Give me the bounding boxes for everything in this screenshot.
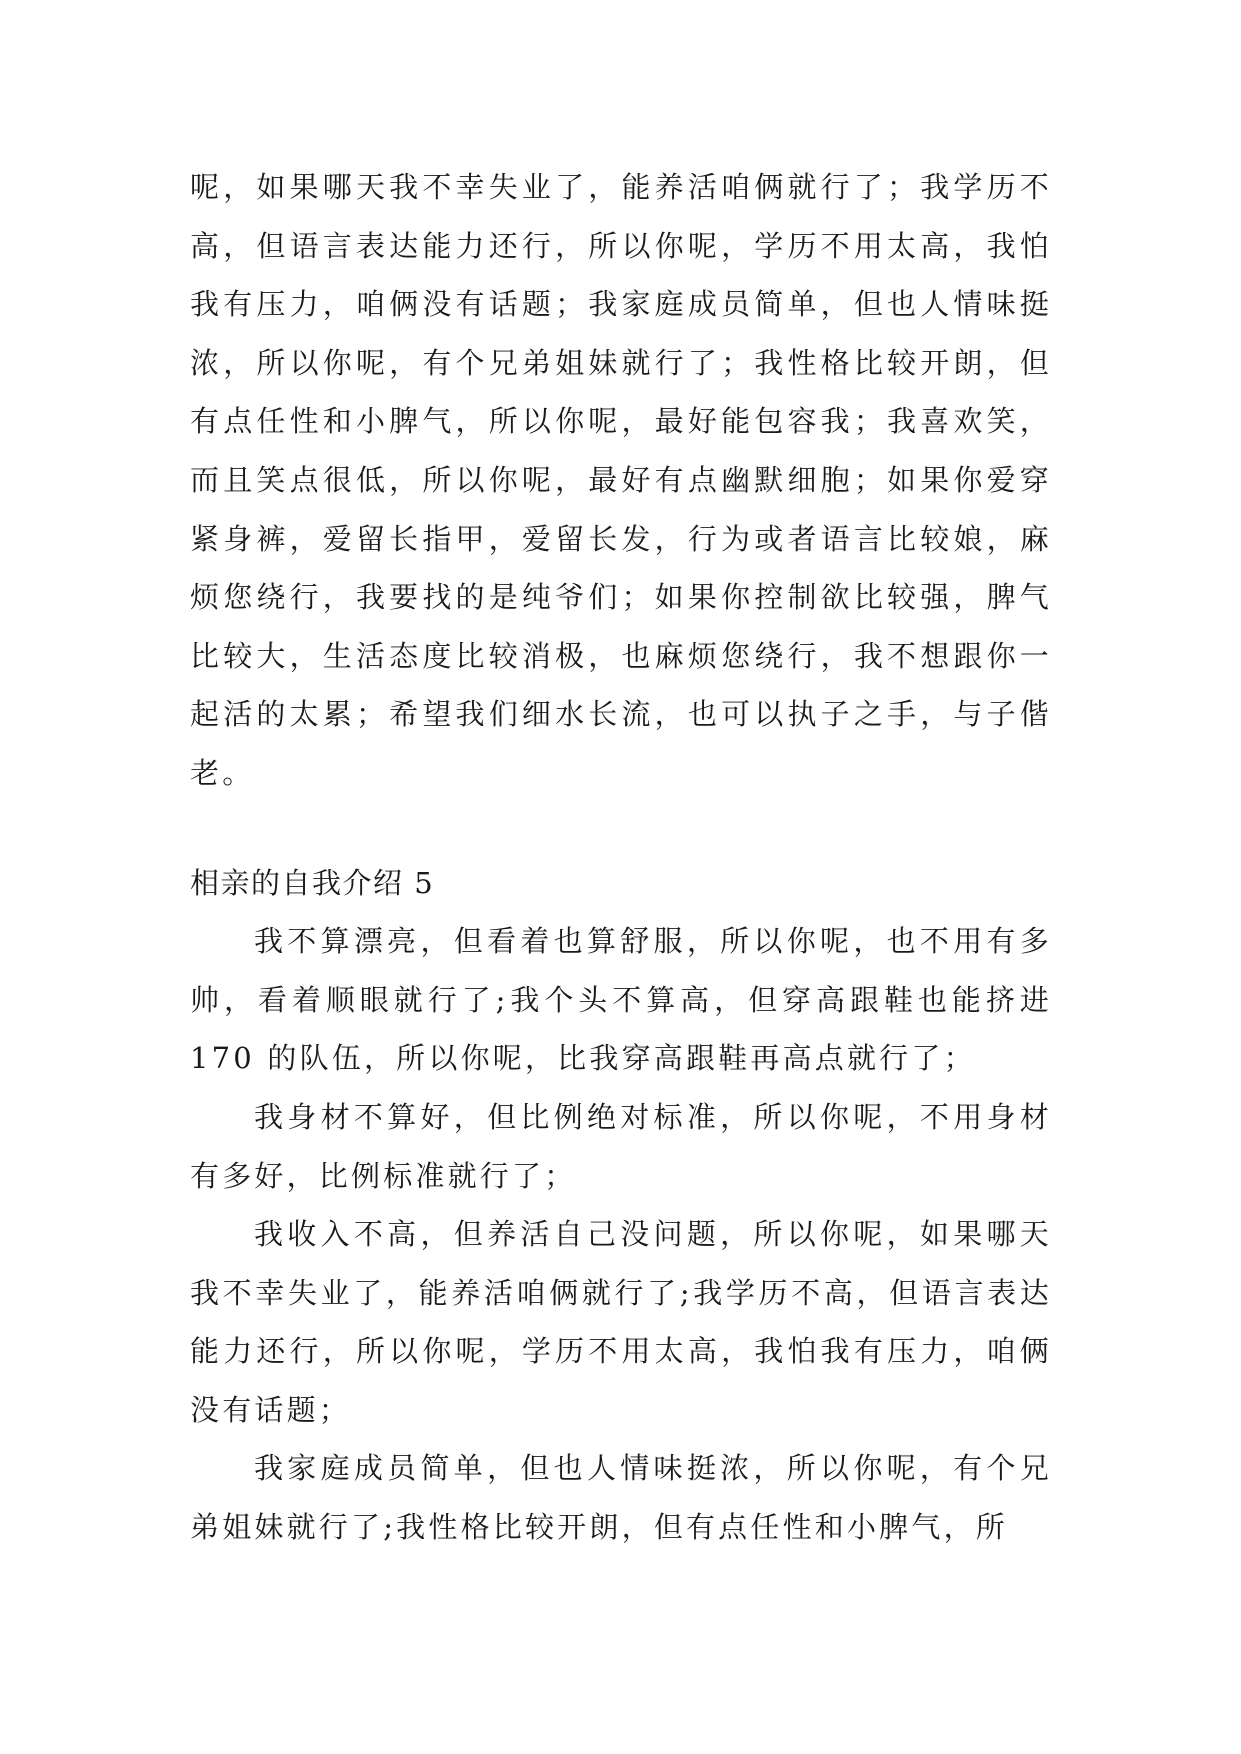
continued-paragraph: 呢，如果哪天我不幸失业了，能养活咱俩就行了；我学历不高，但语言表达能力还行，所以你呢，学历不用太高，我怕我有压力，咱俩没有话题；我家庭成员简单，但也人情味挺浓，所以你呢，有个兄弟姐妹就行了；我性格比较开朗，但有点任性和小脾气，所以你呢，最好能包容我；我喜欢笑，而且笑点很低，所以你呢，最好有点幽默细胞；如果你爱穿紧身裤，爱留长指甲，爱留长发，行为或者语言比较娘，麻烦您绕行，我要找的是纯爷们；如果你控制欲比较强，脾气比较大，生活态度比较消极，也麻烦您绕行，我不想跟你一起活的太累；希望我们细水长流，也可以执子之手，与子偕老。: [190, 170, 1052, 790]
body-paragraph: 我身材不算好，但比例绝对标准，所以你呢，不用身材有多好，比例标准就行了；: [190, 1099, 1052, 1193]
body-paragraph: 我家庭成员简单，但也人情味挺浓，所以你呢，有个兄弟姐妹就行了;我性格比较开朗，但有点任性和小脾气，所: [190, 1451, 1052, 1545]
body-paragraph: 我收入不高，但养活自己没问题，所以你呢，如果哪天我不幸失业了，能养活咱俩就行了;我学历不高，但语言表达能力还行，所以你呢，学历不用太高，我怕我有压力，咱俩没有话题；: [190, 1217, 1052, 1427]
body-paragraph: 我不算漂亮，但看着也算舒服，所以你呢，也不用有多帅，看着顺眼就行了;我个头不算高，但穿高跟鞋也能挤进 170 的队伍，所以你呢，比我穿高跟鞋再高点就行了；: [190, 924, 1052, 1076]
section-title: 相亲的自我介绍 5: [190, 865, 435, 900]
document-body: [190, 158, 1052, 1557]
